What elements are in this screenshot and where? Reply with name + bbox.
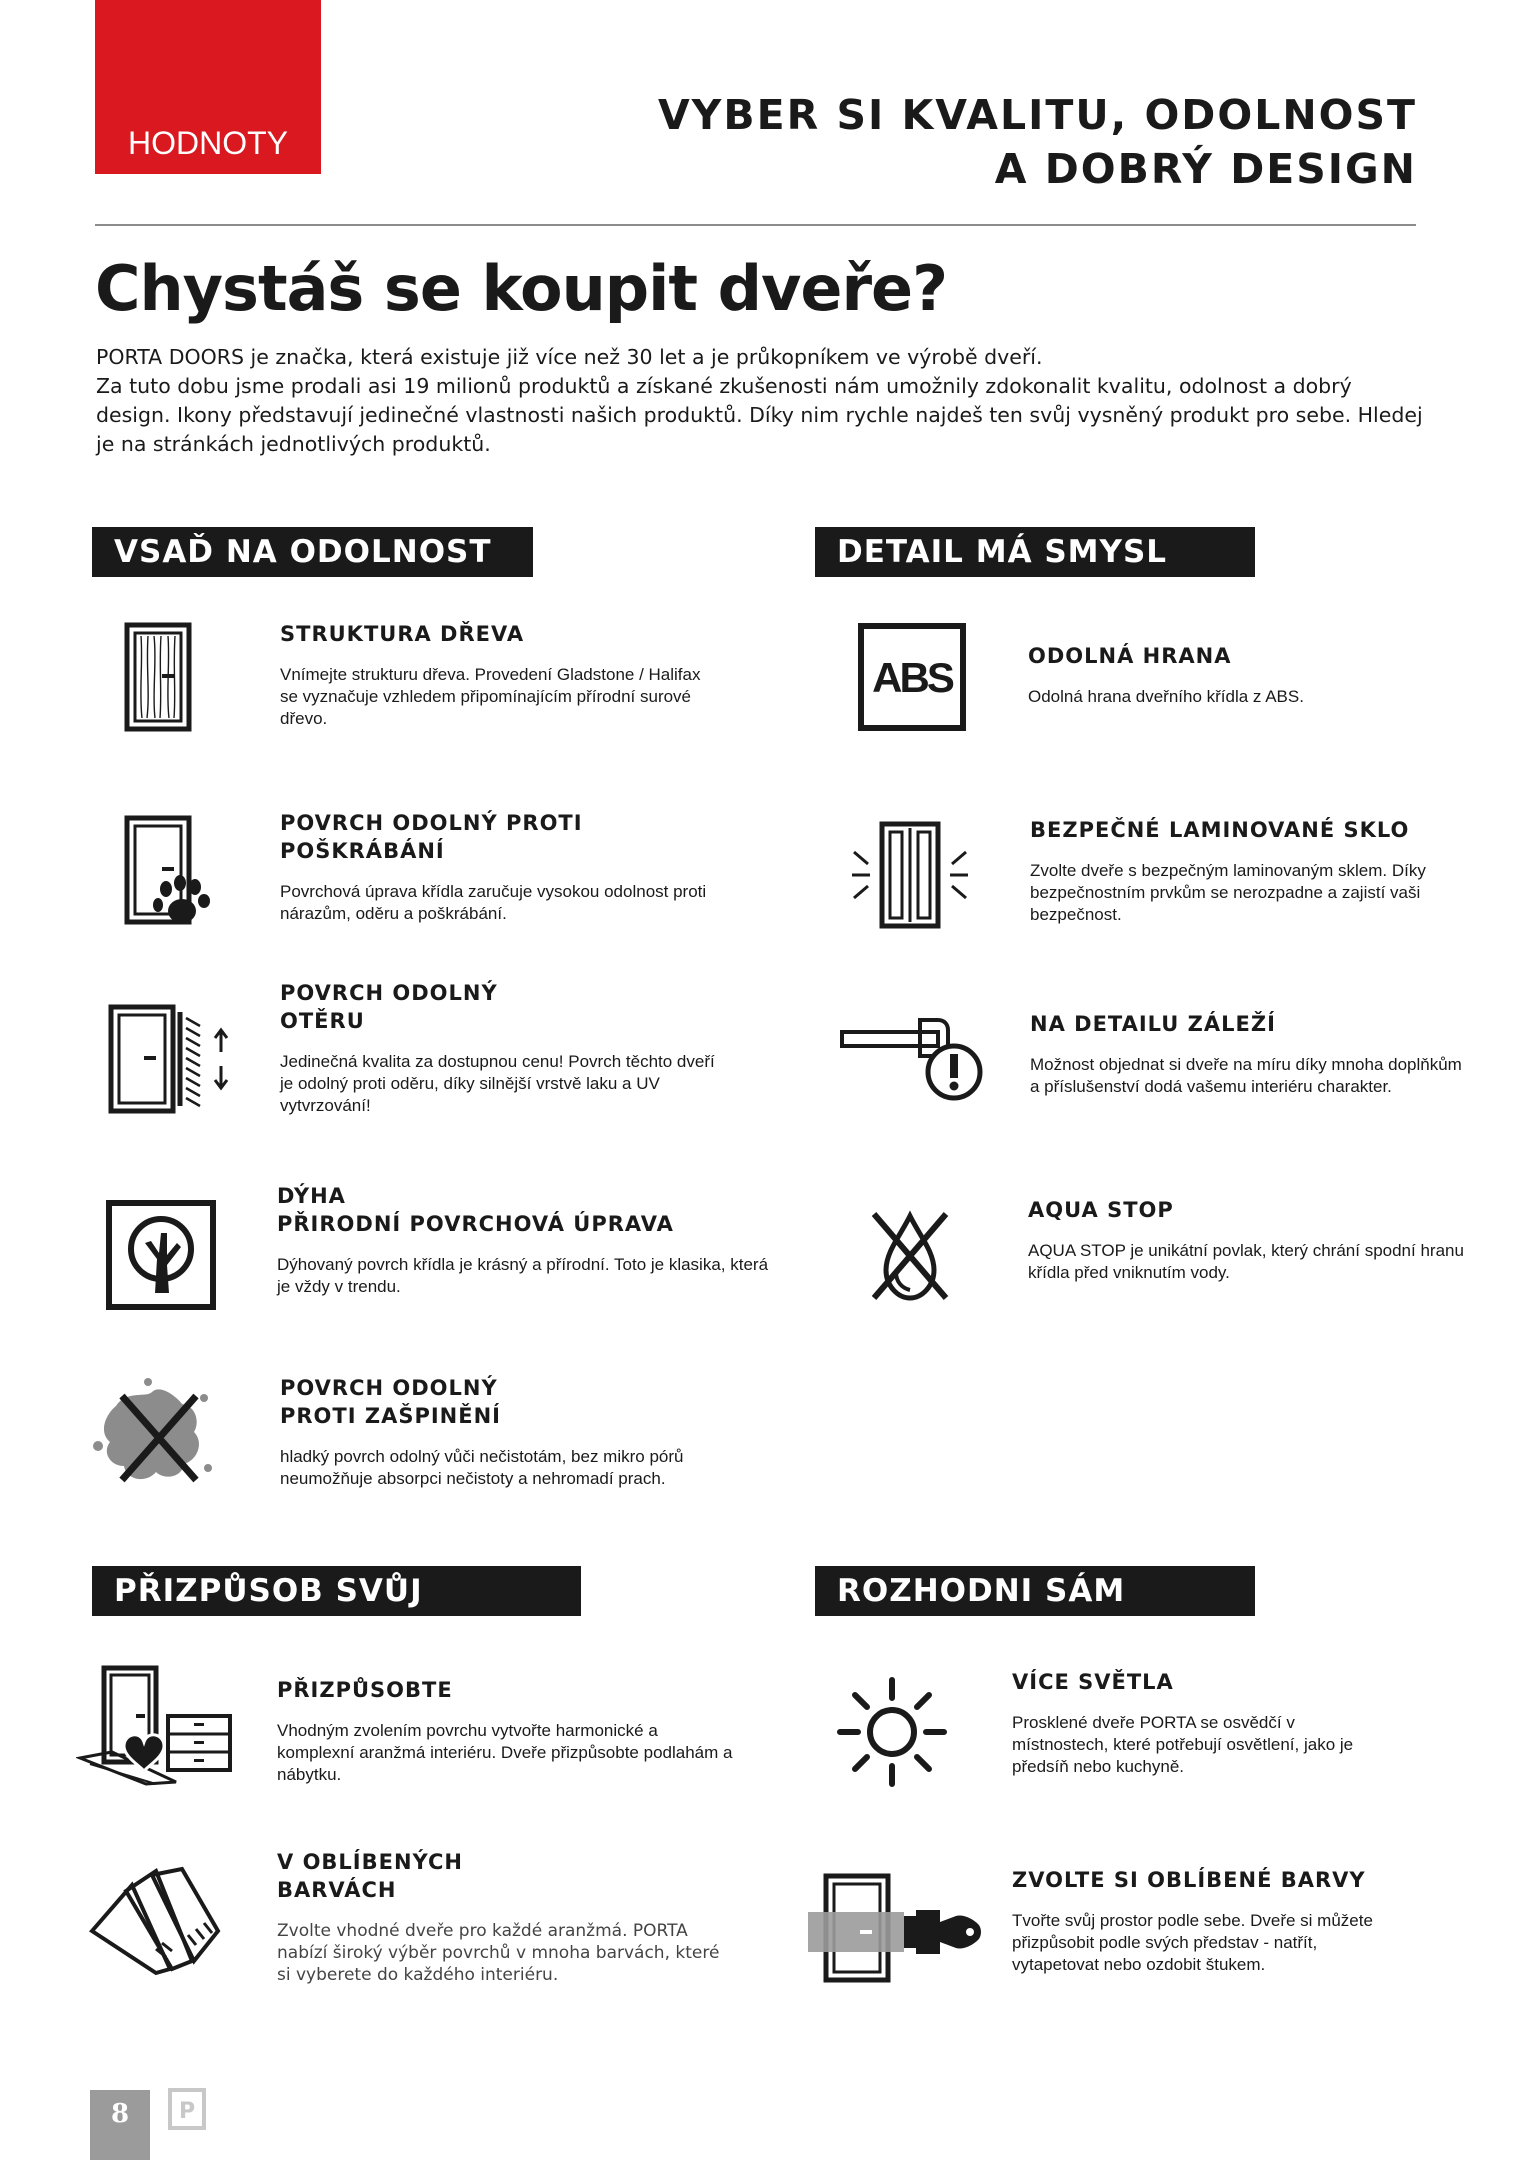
item-barvach-title-line1: V OBLÍBENÝCH bbox=[277, 1850, 463, 1874]
item-oteru-title bbox=[280, 979, 720, 1035]
header-divider bbox=[95, 224, 1416, 226]
item-zaspineni-text: hladký povrch odolný vůči nečistotám, bez mikro pórů neumožňuje absorpci nečistoty a nehromadí prach. bbox=[280, 1447, 684, 1488]
item-detail bbox=[1030, 1010, 1470, 1098]
item-barvach-title-line2: BARVÁCH bbox=[277, 1878, 397, 1902]
item-aqua-title: AQUA STOP bbox=[1028, 1198, 1174, 1222]
item-zaspineni-title bbox=[280, 1374, 720, 1430]
item-svetla-text: Prosklené dveře PORTA se osvědčí v místnostech, které potřebují osvětlení, jako je předsíň nebo kuchyně. bbox=[1012, 1713, 1354, 1776]
section-header-detail: DETAIL MÁ SMYSL bbox=[815, 527, 1255, 577]
intro-line1: PORTA DOORS je značka, která existuje již více než 30 let a je průkopníkem ve výrobě dveří. bbox=[96, 345, 1043, 369]
item-sklo-text: Zvolte dveře s bezpečným laminovaným sklem. Díky bezpečnostním prvkům se nerozpadne a zajistí vaši bezpečnost. bbox=[1030, 861, 1426, 924]
page-title: Chystáš se koupit dveře? bbox=[95, 252, 948, 325]
tree-icon bbox=[105, 1199, 217, 1311]
item-dyha-title-line2: PŘIRODNÍ POVRCHOVÁ ÚPRAVA bbox=[277, 1212, 674, 1236]
page-number: 8 bbox=[90, 2090, 150, 2160]
section-header-rozhodni: ROZHODNI SÁM bbox=[815, 1566, 1255, 1616]
abs-icon bbox=[857, 622, 967, 732]
item-oteru-text: Jedinečná kvalita za dostupnou cenu! Povrch těchto dveří je odolný proti oděru, díky silnější vrstvě laku a UV vytvrzování! bbox=[280, 1052, 715, 1115]
item-zaspineni-title-line1: POVRCH ODOLNÝ bbox=[280, 1376, 498, 1400]
abs-icon-label: ABS bbox=[872, 654, 952, 701]
item-poskrabani-title bbox=[280, 809, 720, 865]
item-oteru-title-line1: POVRCH ODOLNÝ bbox=[280, 981, 498, 1005]
item-poskrabani-title-line2: POŠKRÁBÁNÍ bbox=[280, 839, 445, 863]
item-barvach-text: Zvolte vhodné dveře pro každé aranžmá. PORTA nabízí široký výběr povrchů v mnoha barvách, které si vyberete do každého interiéru. bbox=[277, 1921, 720, 1985]
section-header-interier: PŘIZPŮSOB SVŮJ INTERIÉR bbox=[92, 1566, 581, 1616]
item-sklo bbox=[1030, 816, 1470, 926]
item-struktura bbox=[280, 620, 720, 730]
door-paw-icon bbox=[124, 815, 214, 933]
section-tab bbox=[95, 0, 321, 174]
header-title-line2: A DOBRÝ DESIGN bbox=[994, 145, 1417, 193]
porta-logo-icon bbox=[167, 2087, 207, 2131]
item-struktura-title: STRUKTURA DŘEVA bbox=[280, 622, 525, 646]
header-title-line1: VYBER SI KVALITU, ODOLNOST bbox=[657, 91, 1417, 139]
handle-exclamation-icon bbox=[838, 1016, 984, 1102]
door-paintbrush-icon bbox=[806, 1872, 986, 1984]
interior-heart-icon bbox=[76, 1664, 234, 1786]
item-barvach bbox=[277, 1848, 737, 1986]
item-barvy-title: ZVOLTE SI OBLÍBENÉ BARVY bbox=[1012, 1868, 1366, 1892]
item-hrana-text: Odolná hrana dveřního křídla z ABS. bbox=[1028, 687, 1304, 706]
item-sklo-title: BEZPEČNÉ LAMINOVANÉ SKLO bbox=[1030, 818, 1410, 842]
sun-icon bbox=[836, 1676, 948, 1788]
item-svetla bbox=[1012, 1668, 1392, 1778]
item-prizpusobte-text: Vhodným zvolením povrchu vytvořte harmonické a komplexní aranžmá interiéru. Dveře přizpůsobte podlahám a nábytku. bbox=[277, 1721, 733, 1784]
item-oteru-title-line2: OTĚRU bbox=[280, 1009, 365, 1033]
item-detail-title: NA DETAILU ZÁLEŽÍ bbox=[1030, 1012, 1276, 1036]
item-detail-text: Možnost objednat si dveře na míru díky mnoha doplňkům a příslušenství dodá vašemu interiéru charakter. bbox=[1030, 1055, 1462, 1096]
intro-text bbox=[96, 343, 1426, 459]
header-title bbox=[658, 88, 1417, 196]
item-oteru bbox=[280, 979, 720, 1117]
section-tab-label: HODNOTY bbox=[128, 125, 288, 161]
laminated-glass-icon bbox=[850, 820, 970, 930]
item-svetla-title: VÍCE SVĚTLA bbox=[1012, 1670, 1174, 1694]
item-dyha-text: Dýhovaný povrch křídla je krásný a přírodní. Toto je klasika, která je vždy v trendu. bbox=[277, 1255, 769, 1296]
item-poskrabani-title-line1: POVRCH ODOLNÝ PROTI bbox=[280, 811, 583, 835]
item-poskrabani-text: Povrchová úprava křídla zaručuje vysokou odolnost proti nárazům, oděru a poškrábání. bbox=[280, 882, 707, 923]
door-abrasion-icon bbox=[108, 1004, 234, 1114]
item-aqua-text: AQUA STOP je unikátní povlak, který chrání spodní hranu křídla před vniknutím vody. bbox=[1028, 1241, 1464, 1282]
item-dyha-title-line1: DÝHA bbox=[277, 1184, 346, 1208]
item-hrana-title: ODOLNÁ HRANA bbox=[1028, 644, 1232, 668]
item-aqua bbox=[1028, 1196, 1468, 1284]
item-barvy-text: Tvořte svůj prostor podle sebe. Dveře si můžete přizpůsobit podle svých představ - natřít, vytapetovat nebo ozdobit štukem. bbox=[1012, 1911, 1373, 1974]
item-prizpusobte bbox=[277, 1676, 737, 1786]
item-barvy bbox=[1012, 1866, 1402, 1976]
item-poskrabani bbox=[280, 809, 720, 925]
wood-grain-door-icon bbox=[124, 622, 192, 732]
item-barvach-title bbox=[277, 1848, 737, 1904]
item-zaspineni bbox=[280, 1374, 720, 1490]
porta-logo-letter: P bbox=[178, 2099, 196, 2124]
section-header-odolnost: VSAĎ NA ODOLNOST bbox=[92, 527, 533, 577]
item-dyha bbox=[277, 1182, 777, 1298]
color-swatches-icon bbox=[86, 1865, 226, 1977]
item-prizpusobte-title: PŘIZPŮSOBTE bbox=[277, 1678, 453, 1702]
item-dyha-title bbox=[277, 1182, 777, 1238]
item-zaspineni-title-line2: PROTI ZAŠPINĚNÍ bbox=[280, 1404, 501, 1428]
stain-cross-icon bbox=[86, 1376, 216, 1492]
intro-line2: Za tuto dobu jsme prodali asi 19 milionů produktů a získané zkušenosti nám umožnily zdokonalit kvalitu, odolnost a dobrý design. Ikony představují jedinečné vlastnosti našich produktů. Díky nim rychle najdeš ten svůj vysněný produkt pro sebe. Hledej je na stránkách jednotlivých produktů. bbox=[96, 374, 1423, 456]
water-drop-cross-icon bbox=[868, 1208, 952, 1304]
item-struktura-text: Vnímejte strukturu dřeva. Provedení Gladstone / Halifax se vyznačuje vzhledem připomínajícím přírodní surové dřevo. bbox=[280, 665, 701, 728]
item-hrana bbox=[1028, 642, 1468, 708]
